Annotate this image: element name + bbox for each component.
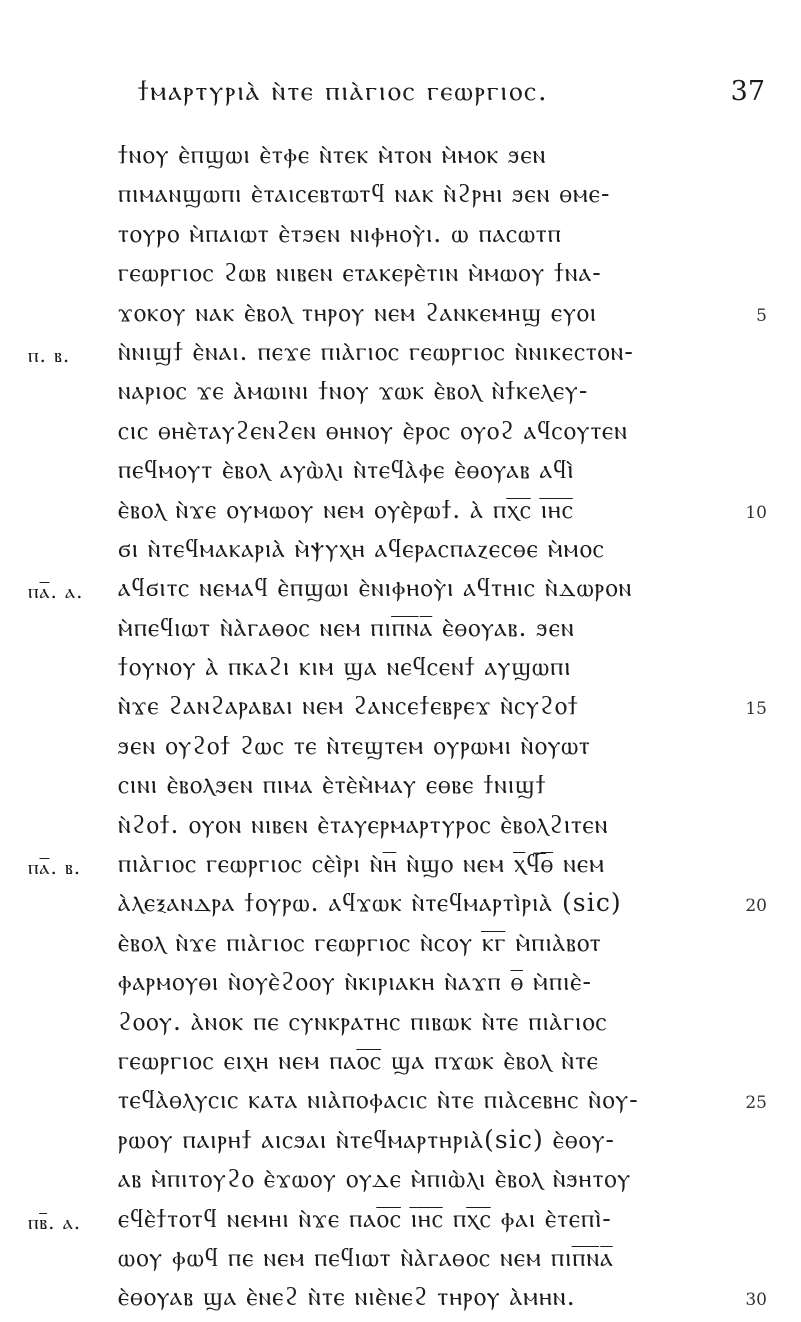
line-text: ⲙ̀ⲡⲉϥⲓⲱⲧ ⲛ̀ⲁ̀ⲅⲁⲑⲟⲥ ⲛⲉⲙ ⲡⲓⲡ̅ⲛ̅ⲁ̅ ⲉ̀ⲑⲟⲩⲁⲃ. ϧⲉⲛ bbox=[118, 612, 575, 642]
text-line bbox=[0, 928, 801, 967]
text-line bbox=[0, 376, 801, 415]
running-head bbox=[0, 76, 801, 112]
text-line bbox=[0, 967, 801, 1006]
line-text: ⲛ̀ⲛⲓϣϯ ⲉ̀ⲛⲁⲓ. ⲡⲉϫⲉ ⲡⲓⲁ̀ⲅⲓⲟⲥ ⲅⲉⲱⲣⲅⲓⲟⲥ ⲛ̀ⲛⲓⲕⲉⲥⲧⲟⲛ- bbox=[118, 336, 634, 366]
line-text: ⲥⲓⲥ ⲑⲏⲉ̀ⲧⲁⲩϩⲉⲛϩⲉⲛ ⲑⲏⲛⲟⲩ ⲉ̀ⲣⲟⲥ ⲟⲩⲟϩ ⲁϥⲥⲟⲩⲧⲉⲛ bbox=[118, 415, 629, 445]
line-text: ⲱⲟⲩ ⲫⲱϥ ⲡⲉ ⲛⲉⲙ ⲡⲉϥⲓⲱⲧ ⲛ̀ⲁ̀ⲅⲁⲑⲟⲥ ⲛⲉⲙ ⲡⲓⲡ̅ⲛ̅ⲁ̅ bbox=[118, 1242, 614, 1272]
line-text: ⲡⲓⲙⲁⲛϣⲱⲡⲓ ⲉ̀ⲧⲁⲓⲥⲉⲃⲧⲱⲧϥ ⲛⲁⲕ ⲛ̀ϩⲣⲏⲓ ϧⲉⲛ ⲑⲙⲉ- bbox=[118, 179, 611, 209]
page-number: 37 bbox=[730, 76, 765, 107]
line-text: ⲛ̀ϫⲉ ϩⲁⲛϩⲁⲣⲁⲃⲁⲓ ⲛⲉⲙ ϩⲁⲛⲥⲉϯⲉⲃⲣⲉϫ ⲛ̀ⲥⲩϩⲟϯ bbox=[118, 691, 579, 721]
line-number: 30 bbox=[745, 1290, 767, 1311]
text-line bbox=[0, 140, 801, 179]
line-number: 25 bbox=[745, 1093, 767, 1114]
text-line bbox=[0, 691, 801, 730]
line-number: 10 bbox=[745, 502, 767, 523]
line-text: ⲡⲓⲁ̀ⲅⲓⲟⲥ ⲅⲉⲱⲣⲅⲓⲟⲥ ⲥⲉ̀ⲓ̀ⲣⲓ ⲛ̀ⲏ̅ ⲛ̀ϣⲟ ⲛⲉⲙ ⲭ̅ϥ̅ⲑ̅ ⲛⲉⲙ bbox=[118, 849, 606, 879]
line-text: ⲅⲉⲱⲣⲅⲓⲟⲥ ϩⲱⲃ ⲛⲓⲃⲉⲛ ⲉⲧⲁⲕⲉⲣⲉ̀ⲧⲓⲛ ⲙ̀ⲙⲱⲟⲩ ϯⲛⲁ- bbox=[118, 258, 602, 288]
coptic-text-block bbox=[0, 140, 801, 1322]
text-line bbox=[0, 416, 801, 455]
line-text: ⲁϥϭⲓⲧⲥ ⲛⲉⲙⲁϥ ⲉ̀ⲡϣⲱⲓ ⲉ̀ⲛⲓⲫⲏⲟⲩ̀ⲓ ⲁϥⲧⲏⲓⲥ ⲛ̀ⲇⲱⲣⲟⲛ bbox=[118, 573, 633, 603]
line-text: ⲫⲁⲣⲙⲟⲩⲑⲓ ⲛ̀ⲟⲩⲉ̀ϩⲟⲟⲩ ⲛ̀ⲕⲓⲣⲓⲁⲕⲏ ⲛ̀ⲁϫⲡ ⲑ̅ ⲙ̀ⲡⲓⲉ̀- bbox=[118, 967, 593, 997]
line-number: 15 bbox=[745, 699, 767, 720]
text-line bbox=[0, 731, 801, 770]
manuscript-folio-reference: ⲡⲃ̅. ⲁ. bbox=[28, 1209, 82, 1234]
line-text: ⲉ̀ⲃⲟⲗ ⲛ̀ϫⲉ ⲡⲓⲁ̀ⲅⲓⲟⲥ ⲅⲉⲱⲣⲅⲓⲟⲥ ⲛ̀ⲥⲟⲩ ⲕ̅ⲅ̅ ⲙ̀ⲡⲓⲁ̀ⲃⲟⲧ bbox=[118, 927, 602, 957]
running-title: ϯⲙⲁⲣⲧⲩⲣⲓⲁ̀ ⲛ̀ⲧⲉ ⲡⲓⲁ̀ⲅⲓⲟⲥ ⲅⲉⲱⲣⲅⲓⲟⲥ. bbox=[138, 76, 549, 107]
text-line bbox=[0, 1204, 801, 1243]
line-text: ⲉ̀ⲃⲟⲗ ⲛ̀ϫⲉ ⲟⲩⲙⲱⲟⲩ ⲛⲉⲙ ⲟⲩⲉ̀ⲣⲱϯ. ⲁ̀ ⲡⲭ̅ⲥ̅ ⲓ̅ⲏ̅ⲥ̅ bbox=[118, 494, 574, 524]
text-line bbox=[0, 455, 801, 494]
text-line bbox=[0, 810, 801, 849]
line-text: ⲛ̀ϩⲟϯ. ⲟⲩⲟⲛ ⲛⲓⲃⲉⲛ ⲉ̀ⲧⲁⲩⲉⲣⲙⲁⲣⲧⲩⲣⲟⲥ ⲉ̀ⲃⲟⲗϩⲓⲧⲉⲛ bbox=[118, 809, 609, 839]
text-line bbox=[0, 298, 801, 337]
line-text: ⲁⲃ ⲙ̀ⲡⲓⲧⲟⲩϩⲟ ⲉ̀ϫⲱⲟⲩ ⲟⲩⲇⲉ ⲙ̀ⲡⲓⲱ̀ⲗⲓ ⲉ̀ⲃⲟⲗ ⲛ̀ϧⲏⲧⲟⲩ bbox=[118, 1164, 632, 1194]
manuscript-folio-reference: ⲡⲁ̅. ⲁ. bbox=[28, 579, 84, 604]
manuscript-folio-reference: ⲡⲁ̅. ⲃ. bbox=[28, 855, 82, 880]
text-line bbox=[0, 258, 801, 297]
text-line bbox=[0, 179, 801, 218]
text-line bbox=[0, 1125, 801, 1164]
line-text: ⲁ̀ⲗⲉⲝⲁⲛⲇⲣⲁ ϯⲟⲩⲣⲱ. ⲁϥϫⲱⲕ ⲛ̀ⲧⲉϥⲙⲁⲣⲧⲓ̀ⲣⲓⲁ̀ (sic) bbox=[118, 888, 622, 918]
text-line bbox=[0, 770, 801, 809]
line-text: ⲛⲁⲣⲓⲟⲥ ϫⲉ ⲁ̀ⲙⲱⲓⲛⲓ ϯⲛⲟⲩ ϫⲱⲕ ⲉ̀ⲃⲟⲗ ⲛ̀ϯⲕⲉⲗⲉⲩ- bbox=[118, 376, 589, 406]
line-text: ⲉϥⲉ̀ϯⲧⲟⲧϥ ⲛⲉⲙⲏⲓ ⲛ̀ϫⲉ ⲡⲁⲟ̅ⲥ̅ ⲓ̅ⲏ̅ⲥ̅ ⲡⲭ̅ⲥ̅ ⲫⲁⲓ ⲉ̀ⲧⲉⲡⲓ̀- bbox=[118, 1203, 612, 1233]
text-line bbox=[0, 613, 801, 652]
text-line bbox=[0, 495, 801, 534]
text-line bbox=[0, 337, 801, 376]
text-line bbox=[0, 1046, 801, 1085]
text-line bbox=[0, 1007, 801, 1046]
line-text: ϫⲟⲕⲟⲩ ⲛⲁⲕ ⲉ̀ⲃⲟⲗ ⲧⲏⲣⲟⲩ ⲛⲉⲙ ϩⲁⲛⲕⲉⲙⲏϣ ⲉⲩⲟⲓ bbox=[118, 297, 597, 327]
text-line bbox=[0, 534, 801, 573]
text-line bbox=[0, 219, 801, 258]
text-line bbox=[0, 1282, 801, 1321]
line-text: ⲡⲉϥⲙⲟⲩⲧ ⲉ̀ⲃⲟⲗ ⲁⲩⲱ̀ⲗⲓ ⲛ̀ⲧⲉϥⲁ̀ⲫⲉ ⲉ̀ⲑⲟⲩⲁⲃ ⲁϥⲓ̀ bbox=[118, 455, 575, 485]
line-text: ϭⲓ ⲛ̀ⲧⲉϥⲙⲁⲕⲁⲣⲓⲁ̀ ⲙ̀ⲯⲩⲭⲏ ⲁϥⲉⲣⲁⲥⲡⲁⲍⲉⲥⲑⲉ ⲙ̀ⲙⲟⲥ bbox=[118, 533, 605, 563]
manuscript-folio-reference: ⲡ. ⲃ. bbox=[28, 342, 71, 367]
line-text: ϧⲉⲛ ⲟⲩϩⲟϯ ϩⲱⲥ ⲧⲉ ⲛ̀ⲧⲉϣⲧⲉⲙ ⲟⲩⲣⲱⲙⲓ ⲛ̀ⲟⲩⲱⲧ bbox=[118, 730, 591, 760]
line-text: ⲧⲉϥⲁ̀ⲑⲗⲩⲥⲓⲥ ⲕⲁⲧⲁ ⲛⲓⲁ̀ⲡⲟⲫⲁⲥⲓⲥ ⲛ̀ⲧⲉ ⲡⲓⲁ̀ⲥⲉⲃⲏⲥ ⲛ̀ⲟⲩ- bbox=[118, 1085, 639, 1115]
text-line bbox=[0, 888, 801, 927]
line-text: ϯⲛⲟⲩ ⲉ̀ⲡϣⲱⲓ ⲉ̀ⲧⲫⲉ ⲛ̀ⲧⲉⲕ ⲙ̀ⲧⲟⲛ ⲙ̀ⲙⲟⲕ ϧⲉⲛ bbox=[118, 140, 547, 169]
line-text: ⲧⲟⲩⲣⲟ ⲙ̀ⲡⲁⲓⲱⲧ ⲉ̀ⲧϧⲉⲛ ⲛⲓⲫⲏⲟⲩ̀ⲓ. ⲱ ⲡⲁⲥⲱⲧⲡ bbox=[118, 218, 562, 248]
text-line bbox=[0, 849, 801, 888]
text-line bbox=[0, 573, 801, 612]
text-line bbox=[0, 652, 801, 691]
line-text: ⲉ̀ⲑⲟⲩⲁⲃ ϣⲁ ⲉ̀ⲛⲉϩ ⲛ̀ⲧⲉ ⲛⲓⲉ̀ⲛⲉϩ ⲧⲏⲣⲟⲩ ⲁ̀ⲙⲏⲛ. bbox=[118, 1282, 576, 1312]
text-line bbox=[0, 1164, 801, 1203]
text-line bbox=[0, 1085, 801, 1124]
line-text: ⲅⲉⲱⲣⲅⲓⲟⲥ ⲉⲓⲭⲏ ⲛⲉⲙ ⲡⲁⲟ̅ⲥ̅ ϣⲁ ⲡϫⲱⲕ ⲉ̀ⲃⲟⲗ ⲛ̀ⲧⲉ bbox=[118, 1045, 599, 1075]
line-text: ϯⲟⲩⲛⲟⲩ ⲁ̀ ⲡⲕⲁϩⲓ ⲕⲓⲙ ϣⲁ ⲛⲉϥⲥⲉⲛϯ ⲁⲩϣⲱⲡⲓ bbox=[118, 652, 572, 682]
line-text: ⲣⲱⲟⲩ ⲡⲁⲓⲣⲏϯ ⲁⲓⲥϧⲁⲓ ⲛ̀ⲧⲉϥⲙⲁⲣⲧⲏⲣⲓⲁ̀(sic) ⲉ̀ⲑⲟⲩ- bbox=[118, 1124, 616, 1154]
line-text: ϩⲟⲟⲩ. ⲁ̀ⲛⲟⲕ ⲡⲉ ⲥⲩⲛⲕⲣⲁⲧⲏⲥ ⲡⲓⲃⲱⲕ ⲛ̀ⲧⲉ ⲡⲓⲁ̀ⲅⲓⲟⲥ bbox=[118, 1006, 608, 1036]
line-number: 20 bbox=[745, 896, 767, 917]
line-text: ⲥⲓⲛⲓ ⲉ̀ⲃⲟⲗϧⲉⲛ ⲡⲓⲙⲁ ⲉ̀ⲧⲉ̀ⲙ̀ⲙⲁⲩ ⲉⲑⲃⲉ ϯⲛⲓϣϯ bbox=[118, 770, 547, 800]
line-number: 5 bbox=[756, 305, 767, 326]
text-line bbox=[0, 1243, 801, 1282]
